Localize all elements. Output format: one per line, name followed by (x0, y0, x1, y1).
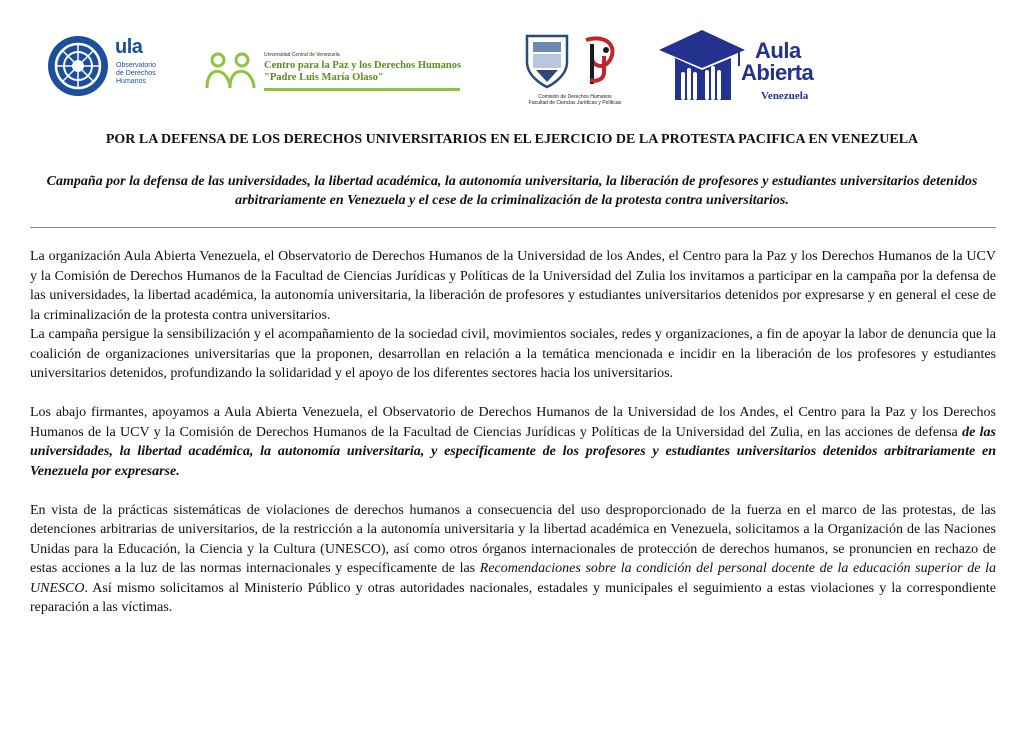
people-figures-icon (204, 50, 262, 90)
paragraph-4-end: . Así mismo solicitamos al Ministerio Público y otras autoridades nacionales, estadales y municipales el seguimiento a estas violaciones y la correspondiente reparación a las víctimas. (30, 580, 996, 615)
centro-paz-logo (204, 50, 464, 94)
comision-caption: Comisión de Derechos Humanos Facultad de Ciencias Jurídicas y Políticas (528, 94, 622, 106)
paragraph-3 (30, 403, 996, 481)
aula-wordmark-line1: Aula (755, 38, 801, 63)
graduation-cap-hands-icon (657, 28, 747, 108)
aula-wordmark-line3: Venezuela (761, 90, 809, 102)
paragraph-4-citation: Recomendaciones sobre la condición del personal docente de la educación superior de la UNESCO (30, 561, 996, 596)
paragraph-gap (30, 481, 996, 501)
aula-abierta-logo (657, 28, 827, 108)
paragraph-2: La campaña persigue la sensibilización y el acompañamiento de la sociedad civil, movimientos sociales, redes y organizaciones, a fin de apoyar la labor de denuncia que la coalición de organizaciones universitarias que la proponen, desarrollan en relación a la temática mencionada e incidir en la liberación de los profesores y estudiantes universitarios detenidos, profundizando la solidaridad y el apoyo de los diferentes sectores hacia los universitarios. (30, 327, 996, 381)
centro-title: Centro para la Paz y los Derechos Humanos "Padre Luis María Olaso" (264, 60, 462, 83)
centro-underline (264, 88, 460, 91)
paragraph-gap (30, 384, 996, 404)
document-title: POR LA DEFENSA DE LOS DERECHOS UNIVERSITARIOS EN EL EJERCICIO DE LA PROTESTA PACIFICA EN VENEZUELA (105, 132, 919, 147)
paragraph-4-text: En vista de la prácticas sistemáticas de violaciones de derechos humanos a consecuencia del uso desproporcionado de la fuerza en el marco de las protestas, de las detenciones arbitrarias de universitarios, de la restricción a la autonomía universitaria y la libertad académica en Venezuela, solicitamos a la Organización de las Naciones Unidas para la Educación, la Ciencia y la Cultura (UNESCO), así como otros órganos internacionales de protección de derechos humanos, se pronuncien en rechazo de estas acciones a la luz de las normas internacionales y específicamente de las (30, 502, 996, 576)
paragraph-3-emphasis: de las universidades, la libertad académica, la autonomía universitaria, y específicamente de los profesores y estudiantes universitarios detenidos arbitrariamente en Venezuela por expresarse. (30, 424, 996, 479)
comision-ddhh-logo (520, 30, 630, 112)
shield-icon (524, 32, 570, 90)
paragraph-3-text: Los abajo firmantes, apoyamos a Aula Abierta Venezuela, el Observatorio de Derechos Humanos de la Universidad de los Andes, el Centro para la Paz y los Derechos Humanos de la UCV y la Comisión de Derechos Humanos de la Facultad de Ciencias Jurídicas y Políticas de la Universidad del Zulia, en las acciones de defensa (30, 405, 996, 440)
ula-observatorio-logo (46, 34, 156, 100)
document-body (30, 247, 996, 618)
ula-wordmark: ula (115, 36, 143, 58)
ula-emblem-icon (46, 34, 110, 98)
centro-university-label: Universidad Central de Venezuela (264, 52, 340, 58)
divider (30, 227, 996, 228)
paragraph-1: La organización Aula Abierta Venezuela, el Observatorio de Derechos Humanos de la Universidad de los Andes, el Centro para la Paz y los Derechos Humanos de la UCV y la Comisión de Derechos Humanos de la Facultad de Ciencias Jurídicas y Políticas de la Universidad del Zulia los invitamos a participar en la campaña por la defensa de las universidades, la libertad académica, la autonomía universitaria, la liberación de profesores y estudiantes universitarios detenidos por expresarse y en general el cese de la criminalización de la protesta contra universitarios. (30, 249, 996, 323)
logo-header (0, 0, 1024, 118)
document-subtitle: Campaña por la defensa de las universidades, la libertad académica, la autonomía universitaria, la liberación de profesores y estudiantes universitarios detenidos arbitrariamente en Venezuela y el cese de la criminalización de la protesta contra universitarios. (46, 174, 978, 208)
aula-wordmark-line2: Abierta (741, 60, 814, 85)
paragraph-4 (30, 501, 996, 618)
ula-subtitle: Observatorio de Derechos Humanos (116, 62, 157, 85)
cjp-emblem-icon (576, 32, 622, 90)
